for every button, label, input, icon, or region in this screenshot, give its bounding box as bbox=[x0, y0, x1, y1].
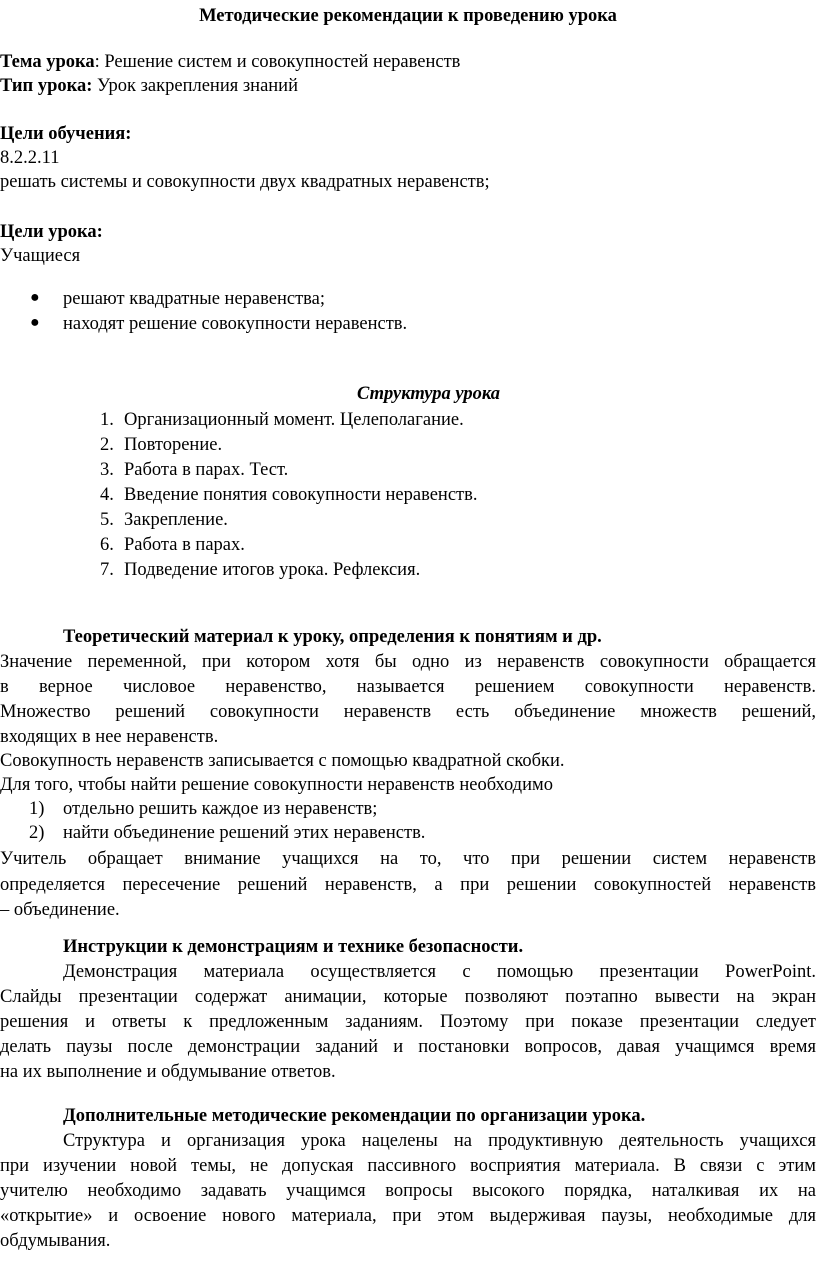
goal-bullet-item: находят решение совокупности неравенств. bbox=[63, 314, 408, 334]
structure-item: Введение понятия совокупности неравенств. bbox=[124, 485, 478, 505]
lesson-type bbox=[0, 74, 298, 98]
structure-number: 1. bbox=[100, 410, 114, 430]
theory-line: Совокупность неравенств записывается с помощью квадратной скобки. bbox=[0, 751, 565, 771]
theory-heading: Теоретический материал к уроку, определения к понятиям и др. bbox=[63, 627, 602, 647]
theory-line: входящих в нее неравенств. bbox=[0, 727, 219, 747]
theory-step: найти объединение решений этих неравенств. bbox=[63, 823, 426, 843]
bullet-dot-icon: ● bbox=[30, 289, 40, 306]
structure-item: Работа в парах. Тест. bbox=[124, 460, 289, 480]
document-title: Методические рекомендации к проведению урока bbox=[199, 6, 617, 26]
demo-line: решения и ответы к предложенным заданиям. Поэтому при показе презентации следует bbox=[0, 1012, 816, 1032]
structure-number: 6. bbox=[100, 535, 114, 555]
extra-line: учителю необходимо задавать учащимся вопросы высокого порядка, наталкивая их на bbox=[0, 1181, 816, 1201]
topic-label: Тема урока bbox=[0, 52, 95, 72]
step-number: 2) bbox=[29, 823, 45, 843]
type-label: Тип урока: bbox=[0, 76, 93, 96]
learning-goal-code: 8.2.2.11 bbox=[0, 148, 60, 168]
topic-value: : Решение систем и совокупностей неравенств bbox=[94, 52, 461, 72]
extra-line: при изучении новой темы, не допуская пассивного восприятия материала. В связи с этим bbox=[0, 1156, 816, 1176]
step-number: 1) bbox=[29, 799, 45, 819]
teacher-note-line: определяется пересечение решений неравенств, а при решении совокупностей неравенств bbox=[0, 875, 816, 895]
structure-number: 5. bbox=[100, 510, 114, 530]
teacher-note-line: Учитель обращает внимание учащихся на то, что при решении систем неравенств bbox=[0, 849, 816, 869]
structure-item: Организационный момент. Целеполагание. bbox=[124, 410, 464, 430]
structure-item: Закрепление. bbox=[124, 510, 228, 530]
learning-goals-heading: Цели обучения: bbox=[0, 124, 132, 144]
extra-line: обдумывания. bbox=[0, 1231, 111, 1251]
demo-line: на их выполнение и обдумывание ответов. bbox=[0, 1062, 336, 1082]
goal-bullet-item: решают квадратные неравенства; bbox=[63, 289, 325, 309]
structure-number: 3. bbox=[100, 460, 114, 480]
lesson-topic bbox=[0, 50, 460, 74]
demo-heading: Инструкции к демонстрациям и технике безопасности. bbox=[63, 937, 524, 957]
structure-item: Повторение. bbox=[124, 435, 223, 455]
theory-line: Для того, чтобы найти решение совокупности неравенств необходимо bbox=[0, 775, 553, 795]
type-value: Урок закрепления знаний bbox=[92, 76, 298, 96]
demo-line: Демонстрация материала осуществляется с помощью презентации PowerPoint. bbox=[63, 962, 816, 982]
structure-item: Подведение итогов урока. Рефлексия. bbox=[124, 560, 421, 580]
theory-line: Значение переменной, при котором хотя бы одно из неравенств совокупности обращается bbox=[0, 652, 816, 672]
lesson-goals-heading: Цели урока: bbox=[0, 222, 103, 242]
students-label: Учащиеся bbox=[0, 246, 81, 266]
structure-number: 4. bbox=[100, 485, 114, 505]
demo-line: Слайды презентации содержат анимации, которые позволяют поэтапно вывести на экран bbox=[0, 987, 816, 1007]
theory-line: Множество решений совокупности неравенств есть объединение множеств решений, bbox=[0, 702, 816, 722]
structure-item: Работа в парах. bbox=[124, 535, 245, 555]
structure-heading: Структура урока bbox=[357, 384, 500, 404]
theory-step: отдельно решить каждое из неравенств; bbox=[63, 799, 378, 819]
theory-line: в верное числовое неравенство, называется решением совокупности неравенств. bbox=[0, 677, 816, 697]
extra-line: Структура и организация урока нацелены на продуктивную деятельность учащихся bbox=[63, 1131, 816, 1151]
extra-heading: Дополнительные методические рекомендации по организации урока. bbox=[63, 1106, 646, 1126]
extra-line: «открытие» и освоение нового материала, при этом выдерживая паузы, необходимые для bbox=[0, 1206, 816, 1226]
demo-line: делать паузы после демонстрации заданий и постановки вопросов, давая учащимся время bbox=[0, 1037, 816, 1057]
structure-number: 7. bbox=[100, 560, 114, 580]
learning-goal-text: решать системы и совокупности двух квадратных неравенств; bbox=[0, 172, 490, 192]
structure-number: 2. bbox=[100, 435, 114, 455]
bullet-dot-icon: ● bbox=[30, 314, 40, 331]
teacher-note-line: – объединение. bbox=[0, 900, 120, 920]
